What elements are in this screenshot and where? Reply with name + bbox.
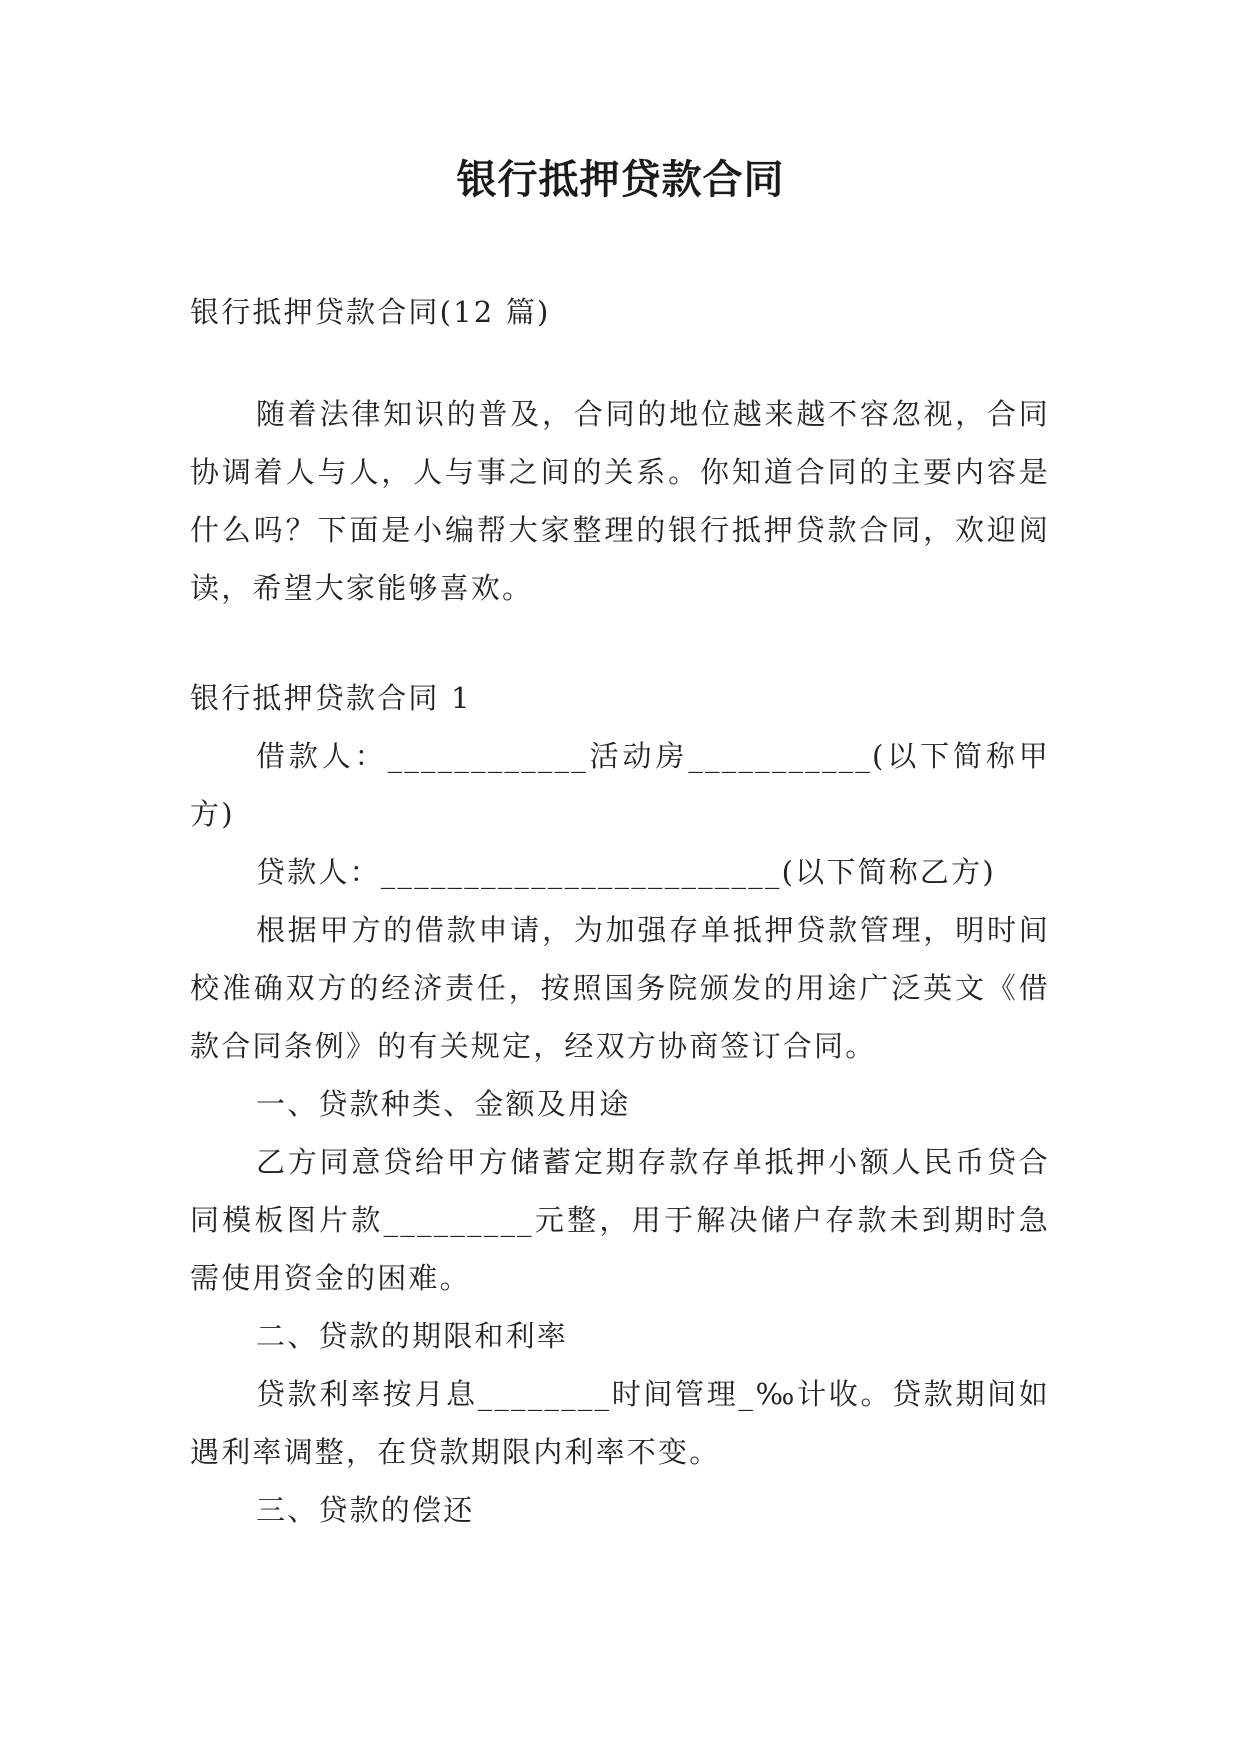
clause-heading-2: 二、贷款的期限和利率 [256, 1319, 569, 1353]
document-title: 银行抵押贷款合同 [456, 156, 785, 203]
clause-paragraph-1: 乙方同意贷给甲方储蓄定期存款存单抵押小额人民币贷合同模板图片款_________元整，用于解决储户存款未到期时急需使用资金的困难。 [190, 1145, 1050, 1295]
spacer [190, 617, 1050, 669]
lender-line: 贷款人：________________________(以下简称乙方) [256, 855, 996, 889]
spacer [190, 341, 1050, 385]
clause-paragraph-2: 贷款利率按月息________时间管理_‰计收。贷款期间如遇利率调整，在贷款期限内利率不变。 [190, 1377, 1050, 1469]
intro-paragraph: 随着法律知识的普及，合同的地位越来越不容忽视，合同协调着人与人，人与事之间的关系。你知道合同的主要内容是什么吗？下面是小编帮大家整理的银行抵押贷款合同，欢迎阅读，希望大家能够喜欢。 [190, 397, 1050, 605]
document-subtitle: 银行抵押贷款合同(12 篇) [190, 295, 551, 329]
document-body [190, 283, 1050, 1539]
clause-heading-1: 一、贷款种类、金额及用途 [256, 1087, 631, 1121]
section-heading: 银行抵押贷款合同 1 [190, 681, 472, 715]
clause-heading-3: 三、贷款的偿还 [256, 1493, 475, 1527]
borrower-line: 借款人：____________活动房___________(以下简称甲方) [190, 739, 1050, 831]
preamble-paragraph: 根据甲方的借款申请，为加强存单抵押贷款管理，明时间校准确双方的经济责任，按照国务院颁发的用途广泛英文《借款合同条例》的有关规定，经双方协商签订合同。 [190, 913, 1050, 1063]
